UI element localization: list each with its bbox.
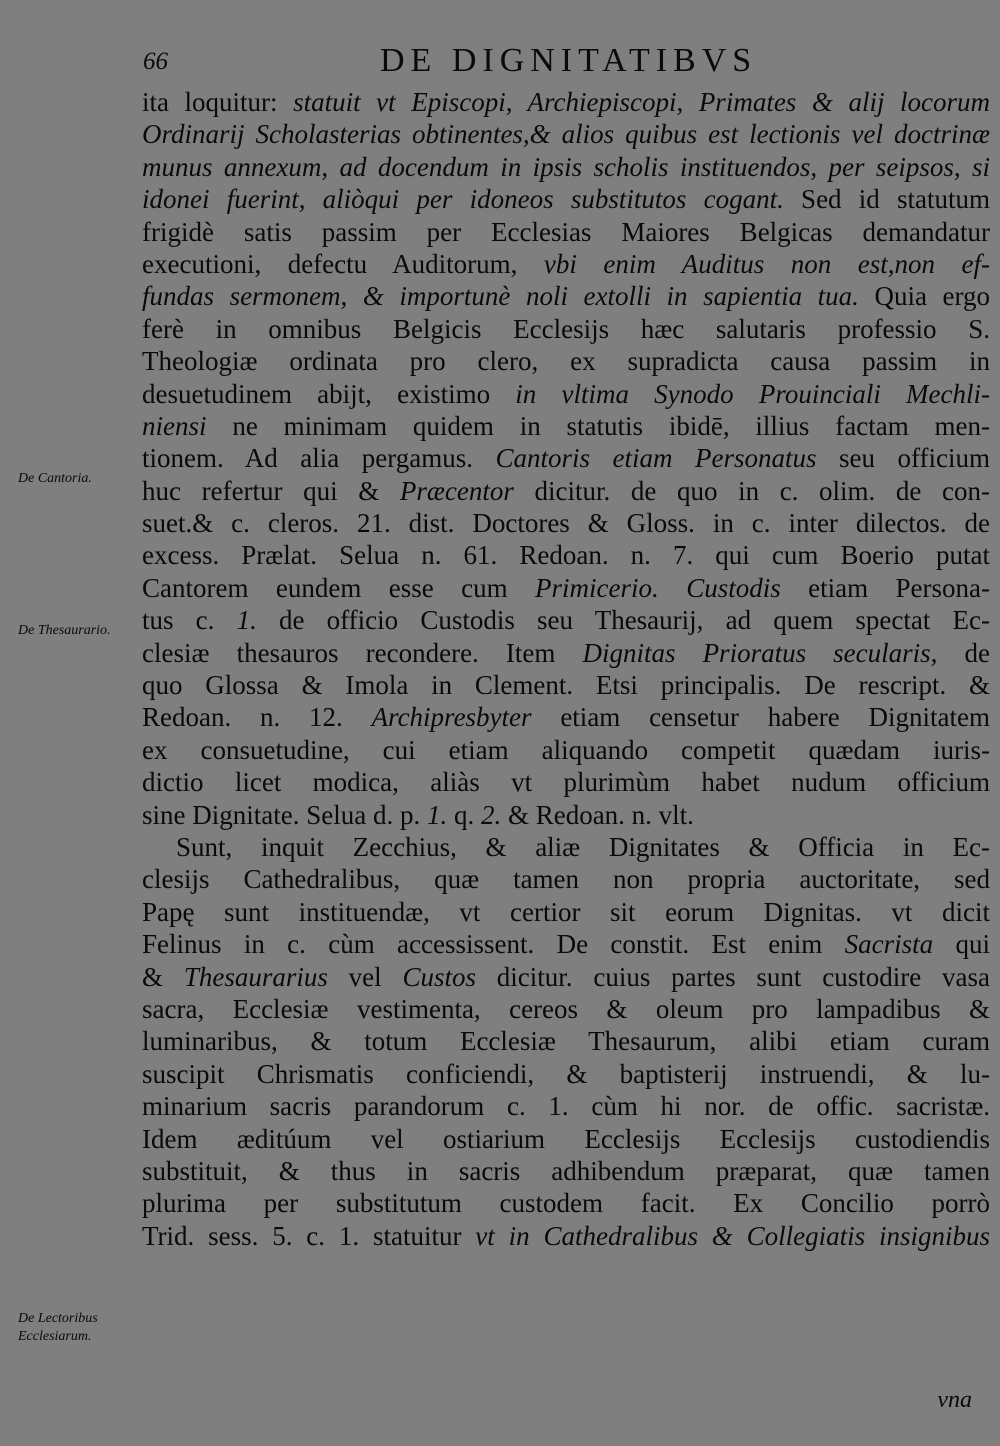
text-line (142, 993, 990, 1025)
text-segment: Papę sunt instituendæ, vt certior sit eorum Dignitas. vt dicit (142, 896, 990, 927)
text-segment: Quia ergo (858, 281, 990, 312)
text-line (142, 151, 990, 183)
text-segment: Ordinarij Scholasterias obtinentes,& alios quibus est lectionis vel doctrinæ (142, 119, 990, 150)
text-segment: Cantoris etiam Personatus (495, 443, 817, 474)
text-line (142, 831, 990, 863)
text-line (142, 572, 990, 604)
text-line (142, 734, 990, 766)
text-segment: de (937, 637, 990, 668)
text-line (142, 1187, 990, 1219)
text-segment: 1. (426, 799, 448, 830)
text-segment: idonei fuerint, aliòqui per idoneos substitutos cogant. (142, 184, 784, 215)
text-line (142, 410, 990, 442)
text-segment: Sacrista (844, 929, 934, 960)
text-line (142, 604, 990, 636)
text-segment: Theologiæ ordinata pro clero, ex supradicta causa passim in (142, 346, 990, 377)
text-segment: 2. (480, 799, 502, 830)
text-segment: Trid. sess. 5. c. 1. statuitur (142, 1220, 476, 1251)
catchword: vna (937, 1387, 972, 1413)
text-line (142, 1090, 990, 1122)
text-line (142, 183, 990, 215)
text-segment: Dignitas Prioratus secularis, (582, 637, 938, 668)
margin-note-cantoria: De Cantoria. (18, 471, 92, 486)
text-segment: dicitur. cuius partes sunt custodire vasa (475, 961, 990, 992)
text-segment: Felinus in c. cùm accessissent. De constit. Est enim (142, 929, 845, 960)
text-segment: suscipit Chrismatis conficiendi, & baptisterij instruendi, & lu- (142, 1058, 990, 1089)
text-line (142, 118, 990, 150)
text-segment: tus c. (142, 605, 237, 636)
text-line (142, 961, 990, 993)
body-text (142, 86, 990, 1252)
text-segment: vt in Cathedralibus & Collegiatis insignibus (475, 1220, 991, 1251)
text-segment: tionem. Ad alia pergamus. (142, 443, 496, 474)
text-line (142, 896, 990, 928)
text-line (142, 86, 990, 118)
text-segment: dicitur. de quo in c. olim. de con- (513, 475, 990, 506)
text-line (142, 1123, 990, 1155)
text-segment: frigidè satis passim per Ecclesias Maiores Belgicas demandatur (142, 216, 990, 247)
text-line (142, 280, 990, 312)
text-line (142, 475, 990, 507)
text-segment: in vltima Synodo Prouinciali Mechli- (515, 378, 990, 409)
text-segment: suet.& c. cleros. 21. dist. Doctores & Gloss. in c. inter dilectos. de (142, 508, 990, 539)
text-line (142, 701, 990, 733)
text-line (142, 507, 990, 539)
text-segment: vel (327, 961, 403, 992)
page-number: 66 (143, 48, 168, 75)
text-segment: Archipresbyter (371, 702, 532, 733)
text-segment: Sed id statutum (783, 184, 990, 215)
text-segment: ferè in omnibus Belgicis Ecclesijs hæc salutaris professio S. (142, 313, 990, 344)
text-line (142, 637, 990, 669)
text-segment: munus annexum, ad docendum in ipsis scholis instituendos, per seipsos, si (142, 151, 990, 182)
text-segment: sine Dignitate. Selua d. p. (142, 799, 427, 830)
text-segment: luminaribus, & totum Ecclesiæ Thesaurum, alibi etiam curam (142, 1026, 990, 1057)
text-line (142, 539, 990, 571)
text-segment: clesijs Cathedralibus, quæ tamen non propria auctoritate, sed (142, 864, 990, 895)
text-line (142, 1058, 990, 1090)
text-segment: statuit vt Episcopi, Archiepiscopi, Primates & alij locorum (293, 87, 990, 117)
text-line (142, 799, 990, 831)
text-segment: quo Glossa & Imola in Clement. Etsi principalis. De rescript. & (142, 670, 990, 701)
text-segment: qui (933, 929, 990, 960)
text-segment: etiam Persona- (780, 572, 990, 603)
text-segment: substituit, & thus in sacris adhibendum præparat, quæ tamen (142, 1155, 990, 1186)
text-line (142, 669, 990, 701)
text-segment: & Redoan. n. vlt. (501, 799, 694, 830)
text-segment: Custodis (686, 572, 781, 603)
text-segment: seu officium (816, 443, 991, 474)
text-segment: de officio Custodis seu Thesaurij, ad quem spectat Ec- (256, 605, 990, 636)
text-segment (659, 573, 686, 603)
margin-note-lectoribus: De Lectoribus Ecclesiarum. (18, 1311, 98, 1344)
text-segment: minarium sacris parandorum c. 1. cùm hi nor. de offic. sacristæ. (142, 1091, 990, 1122)
text-segment: & (142, 961, 184, 992)
text-segment: Redoan. n. 12. (142, 702, 372, 733)
text-line (142, 442, 990, 474)
text-line (142, 928, 990, 960)
margin-note-thesaurario: De Thesaurario. (18, 623, 111, 638)
text-segment: vbi enim Auditus non est,non ef- (543, 248, 990, 279)
text-line (142, 248, 990, 280)
text-segment: huc refertur qui & (142, 475, 400, 506)
text-line (142, 1220, 990, 1252)
text-line (142, 766, 990, 798)
text-segment: Thesaurarius (183, 961, 328, 992)
text-segment: fundas sermonem, & importunè noli extolli in sapientia tua. (142, 281, 859, 312)
text-segment: desuetudinem abijt, existimo (142, 378, 516, 409)
text-segment: sacra, Ecclesiæ vestimenta, cereos & oleum pro lampadibus & (142, 993, 990, 1024)
text-segment: ex consuetudine, cui etiam aliquando competit quædam iuris- (142, 734, 990, 765)
text-segment: excess. Prælat. Selua n. 61. Redoan. n. 7. qui cum Boerio putat (142, 540, 990, 571)
text-segment: q. (447, 799, 481, 830)
text-line (142, 1155, 990, 1187)
text-line (142, 216, 990, 248)
text-segment: 1. (236, 605, 257, 636)
text-segment: clesiæ thesauros recondere. Item (142, 637, 583, 668)
text-segment: executioni, defectu Auditorum, (142, 248, 544, 279)
text-line (142, 1025, 990, 1057)
text-segment: plurima per substitutum custodem facit. Ex Concilio porrò (142, 1188, 990, 1219)
page-header (0, 42, 1000, 82)
text-segment: Cantorem eundem esse cum (142, 572, 536, 603)
text-segment: ita loquitur: (142, 87, 294, 117)
text-segment: Præcentor (399, 475, 514, 506)
text-line (142, 345, 990, 377)
text-segment: Custos (402, 961, 476, 992)
text-segment: ne minimam quidem in statutis ibidē, illius factam men- (206, 410, 990, 441)
text-segment: niensi (142, 410, 207, 441)
text-line (142, 378, 990, 410)
text-segment: Primicerio. (535, 572, 659, 603)
text-line (142, 313, 990, 345)
text-segment: dictio licet modica, aliàs vt plurimùm habet nudum officium (142, 767, 990, 798)
text-segment: Idem æditúum vel ostiarium Ecclesijs Ecclesijs custodiendis (142, 1123, 990, 1154)
text-line (142, 863, 990, 895)
text-segment: Sunt, inquit Zecchius, & aliæ Dignitates & Officia in Ec- (176, 831, 990, 862)
running-title: DE DIGNITATIBVS (380, 42, 758, 79)
text-segment: etiam censetur habere Dignitatem (531, 702, 991, 733)
